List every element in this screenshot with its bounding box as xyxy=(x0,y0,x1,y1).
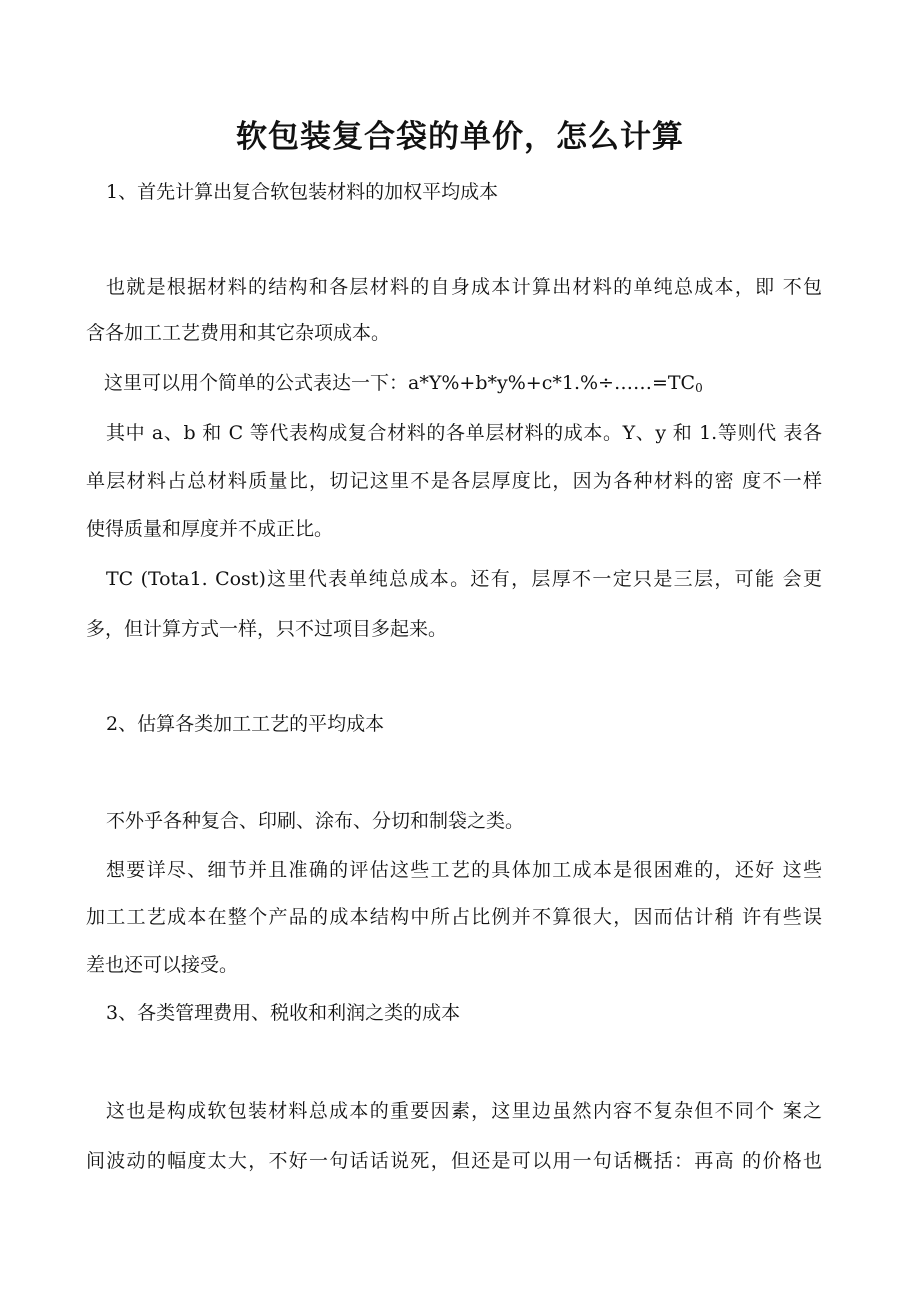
section-1-paragraph-3-line-3: 使得质量和厚度并不成正比。 xyxy=(86,518,334,540)
section-1-paragraph-3-line-2: 单层材料占总材料质量比，切记这里不是各层厚度比，因为各种材料的密 度不一样 xyxy=(86,470,822,492)
document-title: 软包装复合袋的单价，怎么计算 xyxy=(236,119,684,155)
section-1-paragraph-1-line-2: 含各加工工艺费用和其它杂项成本。 xyxy=(86,322,391,344)
section-1-heading: 1、首先计算出复合软包装材料的加权平均成本 xyxy=(106,181,499,203)
section-2-paragraph-2-line-1: 想要详尽、细节并且准确的评估这些工艺的具体加工成本是很困难的，还好 这些 xyxy=(106,859,822,881)
section-2-paragraph-1: 不外乎各种复合、印刷、涂布、分切和制袋之类。 xyxy=(106,810,525,832)
formula-subscript: 0 xyxy=(695,381,703,395)
section-2-paragraph-2-line-3: 差也还可以接受。 xyxy=(86,954,239,976)
section-1-paragraph-4-line-1: TC (Tota1. Cost)这里代表单纯总成本。还有，层厚不一定只是三层，可能 会更 xyxy=(106,568,822,590)
section-1-paragraph-3-line-1: 其中 a、b 和 C 等代表构成复合材料的各单层材料的成本。Y、y 和 1.等则代 表各 xyxy=(106,422,822,444)
section-3-heading: 3、各类管理费用、税收和利润之类的成本 xyxy=(106,1002,461,1024)
section-1-paragraph-2 xyxy=(104,368,820,403)
section-2-heading: 2、估算各类加工工艺的平均成本 xyxy=(106,713,385,735)
section-3-paragraph-1-line-1: 这也是构成软包装材料总成本的重要因素，这里边虽然内容不复杂但不同个 案之 xyxy=(106,1100,822,1122)
section-2-paragraph-2-line-2: 加工工艺成本在整个产品的成本结构中所占比例并不算很大，因而估计稍 许有些误 xyxy=(86,906,822,928)
section-3-paragraph-1-line-2: 间波动的幅度太大，不好一句话话说死，但还是可以用一句话概括：再高 的价格也 xyxy=(86,1150,822,1172)
formula-text: 这里可以用个简单的公式表达一下：a*Y%+b*y%+c*1.%÷……=TC xyxy=(104,372,696,394)
section-1-paragraph-4-line-2: 多，但计算方式一样，只不过项目多起来。 xyxy=(86,618,448,640)
section-1-paragraph-1-line-1: 也就是根据材料的结构和各层材料的自身成本计算出材料的单纯总成本，即 不包 xyxy=(106,276,822,298)
